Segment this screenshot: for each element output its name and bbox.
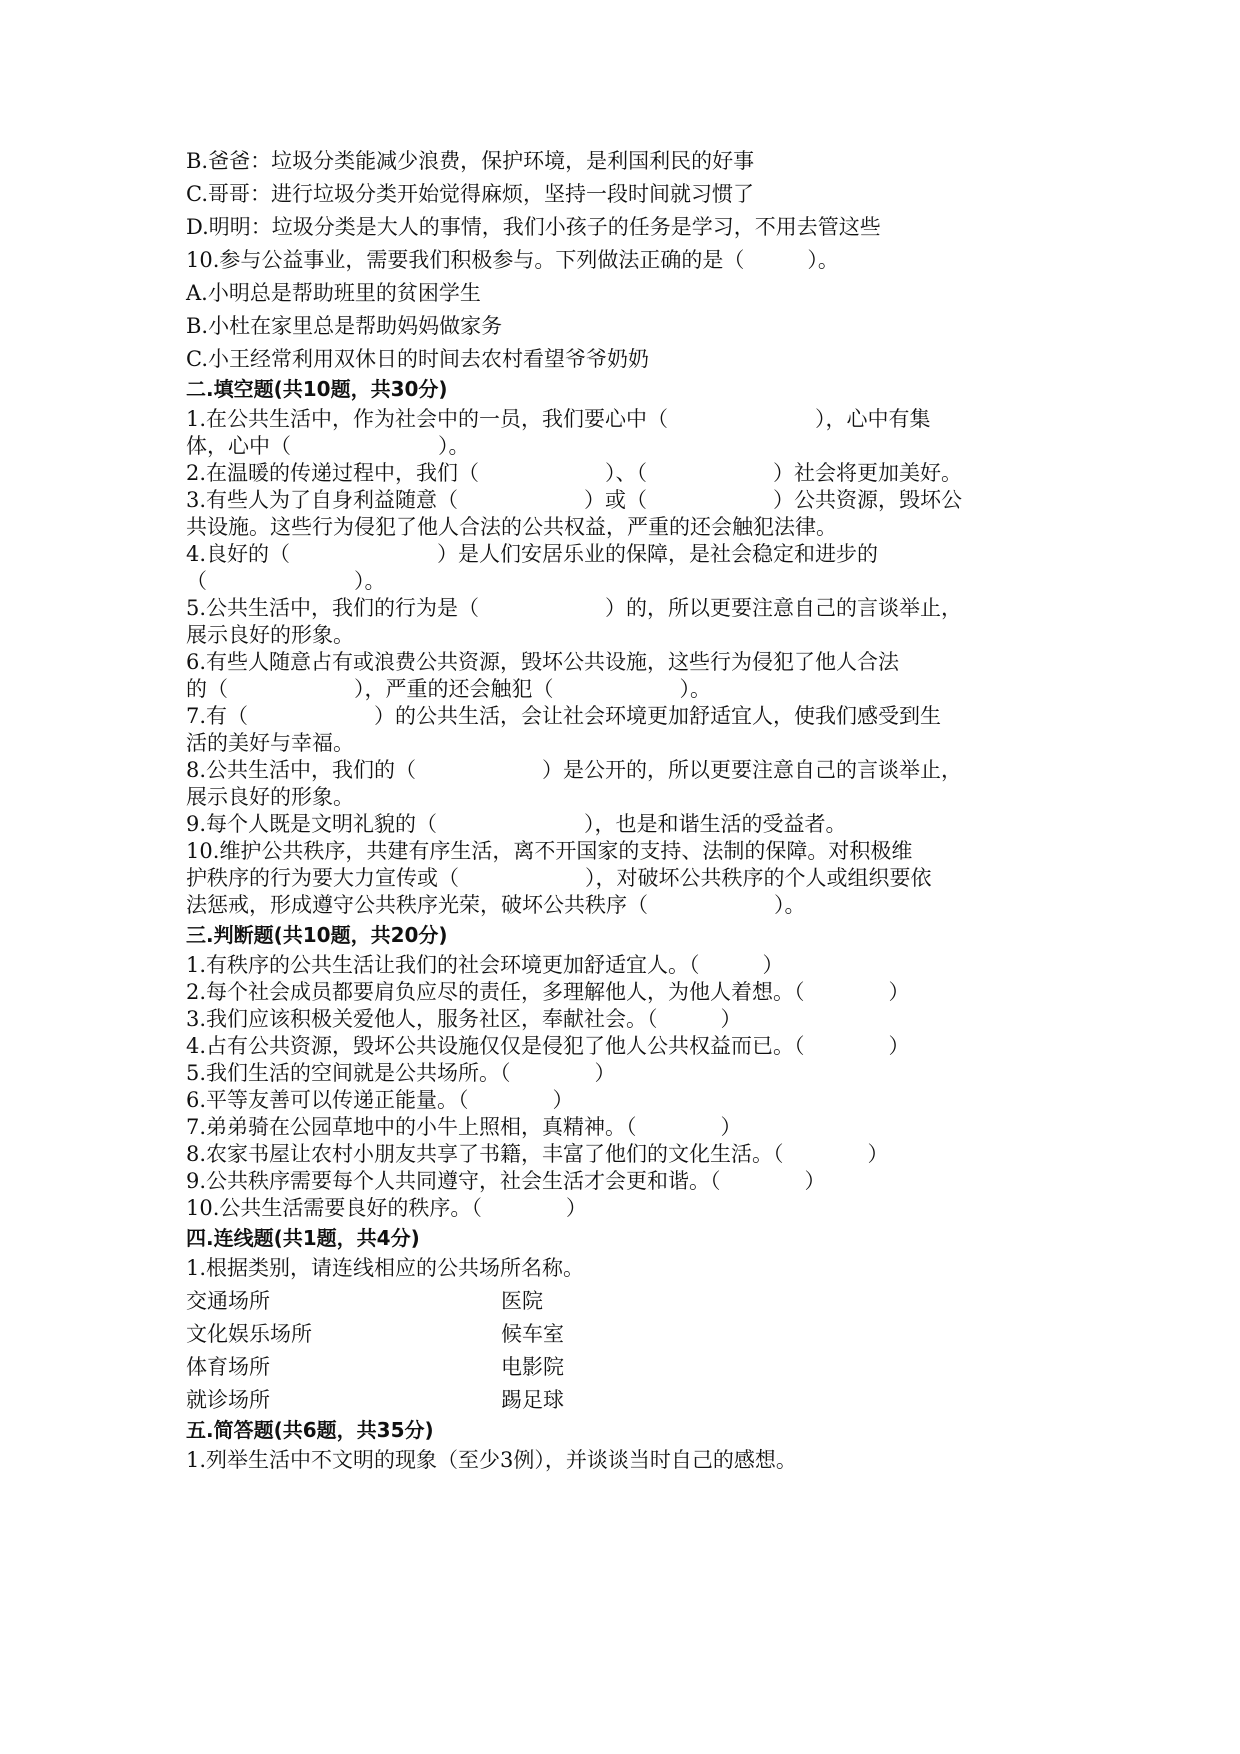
fill-blank-line: 展示良好的形象。 (186, 785, 354, 809)
matching-right-item: 电影院 (501, 1355, 564, 1379)
true-false-line: 2.每个社会成员都要肩负应尽的责任，多理解他人，为他人着想。（ ） (186, 980, 910, 1004)
fill-blank-line: 5.公共生活中，我们的行为是（ ）的，所以更要注意自己的言谈举止， (186, 596, 963, 620)
true-false-line: 10.公共生活需要良好的秩序。（ ） (186, 1196, 587, 1220)
exam-page (186, 148, 1066, 1474)
matching-row (186, 1288, 1066, 1315)
true-false-line: 4.占有公共资源，毁坏公共设施仅仅是侵犯了他人公共权益而已。（ ） (186, 1034, 910, 1058)
fill-blank-line: 10.维护公共秩序，共建有序生活，离不开国家的支持、法制的保障。对积极维 (186, 839, 913, 863)
fill-blank-line: 体，心中（ ）。 (186, 434, 470, 458)
true-false-line: 9.公共秩序需要每个人共同遵守，社会生活才会更和谐。（ ） (186, 1169, 826, 1193)
option-b: B.爸爸：垃圾分类能减少浪费，保护环境，是利国利民的好事 (186, 149, 755, 173)
option-d: D.明明：垃圾分类是大人的事情，我们小孩子的任务是学习，不用去管这些 (186, 215, 881, 239)
fill-blank-line: 展示良好的形象。 (186, 623, 354, 647)
fill-blank-line: 8.公共生活中，我们的（ ）是公开的，所以更要注意自己的言谈举止， (186, 758, 963, 782)
fill-blank-line: 1.在公共生活中，作为社会中的一员，我们要心中（ ），心中有集 (186, 407, 931, 431)
matching-question: 1.根据类别，请连线相应的公共场所名称。 (186, 1256, 585, 1280)
short-answer-question: 1.列举生活中不文明的现象（至少3例），并谈谈当时自己的感想。 (186, 1448, 797, 1472)
question-10-option-b: B.小杜在家里总是帮助妈妈做家务 (186, 314, 503, 338)
section-title-fill-blank: 二.填空题(共10题，共30分) (186, 377, 448, 401)
section-title-short-answer: 五.简答题(共6题，共35分) (186, 1418, 434, 1442)
question-10-stem: 10.参与公益事业，需要我们积极参与。下列做法正确的是（ ）。 (186, 248, 839, 272)
matching-right-item: 医院 (501, 1289, 543, 1313)
true-false-questions (186, 952, 1066, 1222)
fill-blank-questions (186, 406, 1066, 919)
fill-blank-line: 的（ ），严重的还会触犯（ ）。 (186, 677, 711, 701)
matching-left-item: 体育场所 (186, 1355, 270, 1379)
fill-blank-line: 2.在温暖的传递过程中，我们（ ）、（ ）社会将更加美好。 (186, 461, 963, 485)
fill-blank-line: 9.每个人既是文明礼貌的（ ），也是和谐生活的受益者。 (186, 812, 847, 836)
matching-row (186, 1321, 1066, 1348)
true-false-line: 7.弟弟骑在公园草地中的小牛上照相，真精神。（ ） (186, 1115, 742, 1139)
fill-blank-line: （ ）。 (186, 569, 386, 593)
matching-row (186, 1354, 1066, 1381)
true-false-line: 5.我们生活的空间就是公共场所。（ ） (186, 1061, 616, 1085)
true-false-line: 6.平等友善可以传递正能量。（ ） (186, 1088, 574, 1112)
fill-blank-line: 6.有些人随意占有或浪费公共资源，毁坏公共设施，这些行为侵犯了他人合法 (186, 650, 900, 674)
option-c: C.哥哥：进行垃圾分类开始觉得麻烦，坚持一段时间就习惯了 (186, 182, 754, 206)
true-false-line: 8.农家书屋让农村小朋友共享了书籍，丰富了他们的文化生活。（ ） (186, 1142, 889, 1166)
fill-blank-line: 7.有（ ）的公共生活，会让社会环境更加舒适宜人，使我们感受到生 (186, 704, 942, 728)
fill-blank-line: 共设施。这些行为侵犯了他人合法的公共权益，严重的还会触犯法律。 (186, 515, 837, 539)
matching-left-item: 交通场所 (186, 1289, 270, 1313)
question-10-option-a: A.小明总是帮助班里的贫困学生 (186, 281, 481, 305)
matching-pairs (186, 1288, 1066, 1414)
true-false-line: 1.有秩序的公共生活让我们的社会环境更加舒适宜人。（ ） (186, 953, 784, 977)
fill-blank-line: 3.有些人为了自身利益随意（ ）或（ ）公共资源，毁坏公 (186, 488, 963, 512)
fill-blank-line: 法惩戒，形成遵守公共秩序光荣，破坏公共秩序（ ）。 (186, 893, 806, 917)
section-title-true-false: 三.判断题(共10题，共20分) (186, 923, 448, 947)
fill-blank-line: 护秩序的行为要大力宣传或（ ），对破坏公共秩序的个人或组织要依 (186, 866, 932, 890)
matching-row (186, 1387, 1066, 1414)
matching-right-item: 踢足球 (501, 1388, 564, 1412)
section-title-matching: 四.连线题(共1题，共4分) (186, 1226, 420, 1250)
true-false-line: 3.我们应该积极关爱他人，服务社区，奉献社会。（ ） (186, 1007, 742, 1031)
matching-left-item: 文化娱乐场所 (186, 1322, 312, 1346)
fill-blank-line: 活的美好与幸福。 (186, 731, 354, 755)
fill-blank-line: 4.良好的（ ）是人们安居乐业的保障，是社会稳定和进步的 (186, 542, 879, 566)
question-10-option-c: C.小王经常利用双休日的时间去农村看望爷爷奶奶 (186, 347, 649, 371)
matching-left-item: 就诊场所 (186, 1388, 270, 1412)
matching-right-item: 候车室 (501, 1322, 564, 1346)
